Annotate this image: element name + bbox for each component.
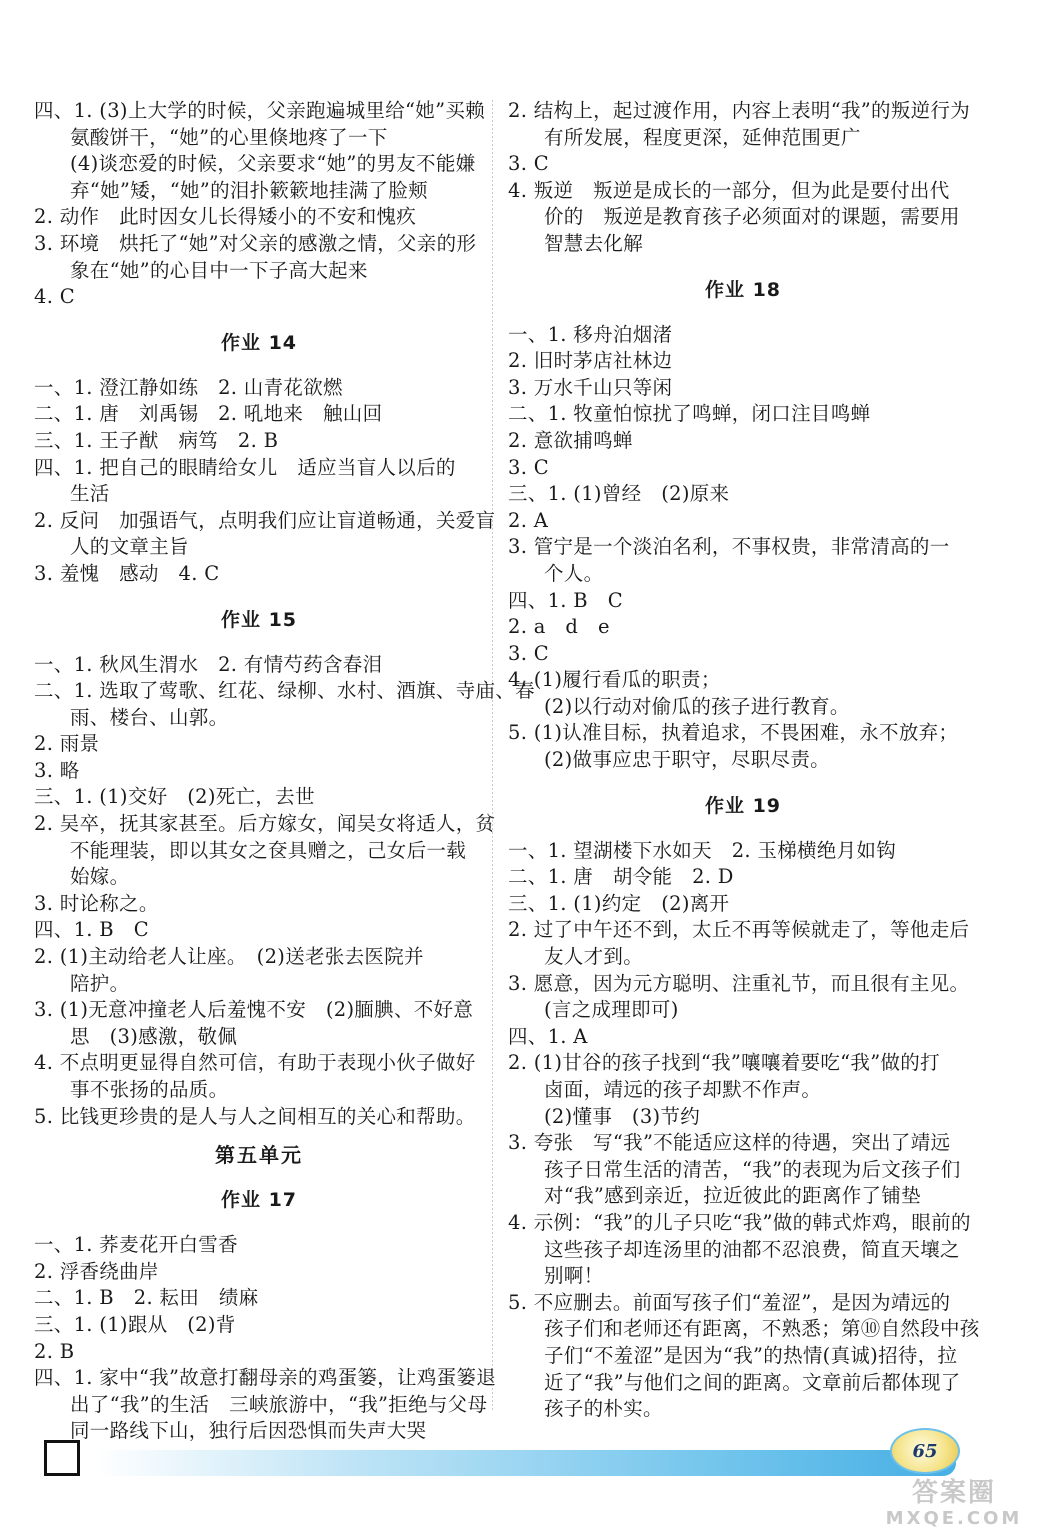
answer-line: 3. 略 xyxy=(34,758,80,782)
answer-line-continued: 氨酸饼干，“她”的心里倏地疼了一下 xyxy=(70,125,388,149)
answer-line: 一、1. 望湖楼下水如天 2. 玉梯横绝月如钩 xyxy=(508,838,897,862)
answer-line: 2. 旧时茅店社林边 xyxy=(508,349,673,373)
answer-line: 3. 管宁是一个淡泊名利，不事权贵，非常清高的一 xyxy=(508,535,950,559)
answer-line: 3. 万水千山只等闲 xyxy=(508,375,673,399)
answer-line: 3. C xyxy=(508,455,549,479)
answer-line-continued: (2)以行动对偷瓜的孩子进行教育。 xyxy=(544,694,850,718)
answer-line-continued: (2)懂事 (3)节约 xyxy=(544,1104,701,1128)
answer-line: 二、1. B 2. 耘田 绩麻 xyxy=(34,1286,259,1310)
answer-line-continued: (4)谈恋爱的时候，父亲要求“她”的男友不能嫌 xyxy=(70,152,476,176)
section-title: 作业 19 xyxy=(704,794,782,817)
answer-line-continued: 事不张扬的品质。 xyxy=(70,1078,229,1101)
answer-line: 一、1. 澄江静如练 2. 山青花欲燃 xyxy=(34,375,343,399)
answer-line: 三、1. 王子猷 病笃 2. B xyxy=(34,428,279,452)
answer-line-continued: 人的文章主旨 xyxy=(70,535,189,559)
answer-line-continued: 友人才到。 xyxy=(544,945,644,969)
section-title: 作业 17 xyxy=(220,1189,298,1212)
answer-line: 3. (1)无意冲撞老人后羞愧不安 (2)腼腆、不好意 xyxy=(34,998,474,1022)
answer-line: 二、1. 唐 刘禹锡 2. 吼地来 触山回 xyxy=(34,402,383,426)
answer-line: 四、1. B C xyxy=(508,588,623,612)
page-number: 65 xyxy=(890,1428,960,1474)
footer-band xyxy=(96,1450,956,1476)
answer-line: 4. 示例：“我”的儿子只吃“我”做的韩式炸鸡，眼前的 xyxy=(508,1210,971,1234)
answer-line: 四、1. B C xyxy=(34,918,149,942)
section-title: 作业 18 xyxy=(704,278,782,301)
answer-line-continued: 近了“我”与他们之间的距离。文章前后都体现了 xyxy=(544,1370,961,1394)
answer-line-continued: 孩子日常生活的清苦，“我”的表现为后文孩子们 xyxy=(544,1157,961,1181)
column-divider xyxy=(492,100,493,1410)
answer-line-continued: 陪护。 xyxy=(70,971,130,995)
answer-line: 4. (1)履行看瓜的职责； xyxy=(508,668,721,692)
answer-line: 3. 时论称之。 xyxy=(34,891,159,915)
answer-line-continued: 子们“不羞涩”是因为“我”的热情(真诚)招待，拉 xyxy=(544,1343,958,1367)
answer-line-continued: 这些孩子却连汤里的油都不忍浪费，简直天壤之 xyxy=(544,1237,960,1261)
answer-line-continued: 象在“她”的心目中一下子高大起来 xyxy=(70,258,368,282)
answer-line-continued: 雨、楼台、山郭。 xyxy=(70,705,229,729)
answer-line: 2. B xyxy=(34,1339,75,1363)
answer-line: 2. 动作 此时因女儿长得矮小的不安和愧疚 xyxy=(34,205,417,229)
answer-line: 三、1. (1)曾经 (2)原来 xyxy=(508,482,730,506)
answer-line: 三、1. (1)交好 (2)死亡，去世 xyxy=(34,785,315,809)
answer-line-continued: 价的 叛逆是教育孩子必须面对的课题，需要用 xyxy=(544,205,960,229)
answer-line: 2. 反问 加强语气，点明我们应让盲道畅通，关爱盲 xyxy=(34,508,496,532)
answer-line: 2. 过了中午还不到，太丘不再等候就走了，等他走后 xyxy=(508,918,970,942)
answer-line: 二、1. 牧童怕惊扰了鸣蝉，闭口注目鸣蝉 xyxy=(508,402,871,426)
answer-line-continued: 别啊！ xyxy=(544,1264,604,1288)
answer-line-continued: (2)做事应忠于职守，尽职尽责。 xyxy=(544,748,830,772)
answer-line: 5. (1)认准目标，执着追求，不畏困难，永不放弃； xyxy=(508,721,959,745)
section-title: 作业 15 xyxy=(220,608,298,631)
answer-line: 一、1. 秋风生渭水 2. 有情芍药含春泪 xyxy=(34,652,383,676)
answer-line: 2. (1)主动给老人让座。 (2)送老张去医院并 xyxy=(34,945,424,969)
answer-line-continued: 卤面，靖远的孩子却默不作声。 xyxy=(544,1078,822,1101)
answer-line: 4. C xyxy=(34,285,75,309)
answer-line: 3. 羞愧 感动 4. C xyxy=(34,561,220,585)
answer-line: 4. 叛逆 叛逆是成长的一部分，但为此是要付出代 xyxy=(508,178,950,202)
answer-line: 2. (1)甘谷的孩子找到“我”嚷嚷着要吃“我”做的打 xyxy=(508,1051,940,1075)
answer-line-continued: 生活 xyxy=(70,482,110,506)
answer-line-continued: 对“我”感到亲近，拉近彼此的距离作了铺垫 xyxy=(544,1184,921,1208)
answer-line: 3. 夸张 写“我”不能适应这样的待遇，突出了靖远 xyxy=(508,1131,951,1155)
answer-line: 三、1. (1)跟从 (2)背 xyxy=(34,1312,236,1336)
answer-line: 2. 浮香绕曲岸 xyxy=(34,1259,159,1283)
answer-line: 5. 比钱更珍贵的是人与人之间相互的关心和帮助。 xyxy=(34,1104,476,1128)
answer-line: 2. 意欲捕鸣蝉 xyxy=(508,428,633,452)
answer-line: 二、1. 选取了莺歌、红花、绿柳、水村、酒旗、寺庙、春 xyxy=(34,679,535,703)
answer-line: 一、1. 移舟泊烟渚 xyxy=(508,322,673,346)
answer-line: 一、1. 荞麦花开白雪香 xyxy=(34,1233,238,1257)
answer-line: 2. A xyxy=(508,508,549,532)
answer-line: 4. 不点明更显得自然可信，有助于表现小伙子做好 xyxy=(34,1051,476,1075)
section-title: 作业 14 xyxy=(220,331,298,354)
answer-line-continued: 弃“她”矮，“她”的泪扑簌簌地挂满了脸颊 xyxy=(70,178,428,202)
answer-line: 四、1. A xyxy=(508,1024,588,1048)
answer-line-continued: (言之成理即可) xyxy=(544,998,679,1022)
answer-line: 2. 结构上，起过渡作用，内容上表明“我”的叛逆行为 xyxy=(508,99,971,122)
answer-line-continued: 同一路线下山，独行后因恐惧而失声大哭 xyxy=(70,1419,427,1443)
answer-line: 四、1. 家中“我”故意打翻母亲的鸡蛋篓，让鸡蛋篓退 xyxy=(34,1366,497,1390)
answer-line-continued: 不能理装，即以其女之奁具赠之，己女后一载 xyxy=(70,838,467,862)
answer-line: 四、1. (3)上大学的时候，父亲跑遍城里给“她”买赖 xyxy=(34,99,485,122)
answer-line: 四、1. 把自己的眼睛给女儿 适应当盲人以后的 xyxy=(34,455,456,479)
answer-line-continued: 出了“我”的生活 三峡旅游中，“我”拒绝与父母 xyxy=(70,1392,488,1416)
answer-line: 3. C xyxy=(508,152,549,176)
watermark xyxy=(870,1478,1038,1534)
answer-line: 二、1. 唐 胡令能 2. D xyxy=(508,865,734,889)
answer-line: 2. 雨景 xyxy=(34,732,100,756)
answer-line-continued: 始嫁。 xyxy=(70,865,130,889)
answer-line: 3. C xyxy=(508,641,549,665)
answer-line: 三、1. (1)约定 (2)离开 xyxy=(508,891,730,915)
answer-line-continued: 个人。 xyxy=(544,561,604,585)
answer-line: 3. 环境 烘托了“她”对父亲的感激之情，父亲的形 xyxy=(34,231,477,255)
answer-line: 3. 愿意，因为元方聪明、注重礼节，而且很有主见。 xyxy=(508,971,970,995)
answer-line: 5. 不应删去。前面写孩子们“羞涩”，是因为靖远的 xyxy=(508,1290,951,1314)
watermark-url: MXQE.COM xyxy=(885,1508,1023,1529)
right-column xyxy=(508,98,978,1423)
unit-title: 第五单元 xyxy=(215,1143,303,1168)
answer-line-continued: 智慧去化解 xyxy=(544,231,644,255)
answer-line: 2. 吴卒，抚其家甚至。后方嫁女，闻吴女将适人，贫 xyxy=(34,812,496,836)
answer-line-continued: 孩子的朴实。 xyxy=(544,1397,663,1421)
answer-line-continued: 思 (3)感激，敬佩 xyxy=(70,1024,238,1048)
answer-line: 2. a d e xyxy=(508,615,610,639)
watermark-logo-text: 答案圈 xyxy=(911,1478,996,1508)
answer-line-continued: 孩子们和老师还有距离，不熟悉；第⑩自然段中孩 xyxy=(544,1317,980,1341)
answer-line-continued: 有所发展，程度更深，延伸范围更广 xyxy=(544,125,861,149)
corner-checkbox[interactable] xyxy=(44,1440,80,1476)
